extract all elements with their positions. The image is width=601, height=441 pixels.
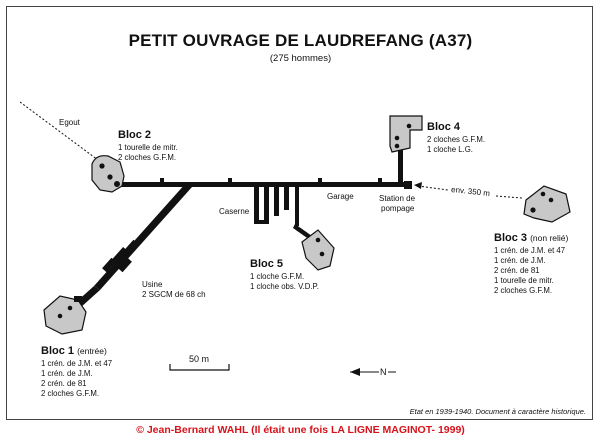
bloc1-cloche [58, 314, 63, 319]
caserne-branch [264, 186, 269, 224]
bloc4-items [427, 135, 485, 155]
north-arrowhead [350, 368, 360, 376]
bloc3-item: 2 cloches G.F.M. [494, 286, 553, 295]
bloc1-item: 2 cloches G.F.M. [41, 389, 100, 398]
distance-label: env. 350 m [450, 184, 491, 199]
bloc1-item: 2 crén. de 81 [41, 379, 87, 388]
usine-label-1: Usine [142, 280, 163, 289]
bloc2-title: Bloc 2 [118, 129, 152, 141]
usine-label-2: 2 SGCM de 68 ch [142, 290, 206, 299]
bloc2-item: 2 cloches G.F.M. [118, 153, 177, 162]
bloc3-item: 1 crén. de J.M. [494, 256, 546, 265]
bloc4-cloche [407, 124, 412, 129]
gallery-stub [160, 178, 164, 183]
bloc5-item: 1 cloche obs. V.D.P. [250, 282, 319, 291]
bloc2-cloche [107, 174, 112, 179]
bloc3-note: (non relié) [530, 233, 569, 243]
garage-label: Garage [327, 192, 354, 201]
bloc5-title: Bloc 5 [250, 258, 284, 270]
page-subtitle: (275 hommes) [269, 53, 332, 64]
bloc5-items [250, 272, 319, 292]
bloc1-item: 1 crén. de J.M. et 47 [41, 359, 113, 368]
page-title: PETIT OUVRAGE DE LAUDREFANG (A37) [128, 31, 473, 50]
caserne-label: Caserne [219, 207, 250, 216]
bloc5-item: 1 cloche G.F.M. [250, 272, 305, 281]
bloc5-cloche [320, 252, 325, 257]
bloc2-cloche [99, 163, 104, 168]
caserne-branch [284, 186, 289, 210]
bloc4-title: Bloc 4 [427, 121, 461, 133]
bloc1-entry [74, 296, 82, 302]
egout-label: Egout [59, 118, 80, 127]
bloc5-gallery [295, 186, 299, 226]
scale-label: 50 m [189, 354, 210, 364]
station-label-2: pompage [381, 204, 415, 213]
bloc3-name: Bloc 3 [494, 232, 528, 244]
bloc2-items [118, 143, 178, 163]
bloc3-cloche [541, 192, 546, 197]
bloc1-title [41, 345, 107, 357]
egout-line [20, 102, 98, 160]
bloc1-cloche [68, 306, 73, 311]
copyright-line: © Jean-Bernard WAHL (Il était une fois LA LIGNE MAGINOT- 1999) [136, 424, 465, 436]
caserne-branch [254, 186, 259, 224]
bloc1-item: 1 crén. de J.M. [41, 369, 93, 378]
distance-line [496, 196, 522, 198]
bloc3-turret [530, 207, 535, 212]
bloc3-item: 1 crén. de J.M. et 47 [494, 246, 566, 255]
bloc1-gallery [94, 183, 192, 290]
distance-arrowhead [414, 182, 422, 189]
bloc3-item: 1 tourelle de mitr. [494, 276, 554, 285]
bloc3-shape [524, 186, 570, 222]
bloc3-items [494, 246, 565, 296]
bloc3-title [494, 232, 568, 244]
bloc2-turret [114, 181, 120, 187]
bloc4-item: 2 cloches G.F.M. [427, 135, 486, 144]
main-gallery [115, 182, 412, 187]
historical-note: Etat en 1939-1940. Document à caractère historique. [409, 407, 586, 416]
bloc4-item: 1 cloche L.G. [427, 145, 473, 154]
caserne-branch [274, 186, 279, 216]
gallery-stub [318, 178, 322, 183]
bloc2-item: 1 tourelle de mitr. [118, 143, 178, 152]
north-label: N [380, 367, 387, 377]
caserne-base [254, 220, 269, 224]
distance-line [418, 186, 448, 190]
station-label-1: Station de [379, 194, 416, 203]
bloc1-note: (entrée) [77, 346, 107, 356]
gallery-stub [378, 178, 382, 183]
bloc4-cloche [395, 136, 400, 141]
scale-bar [170, 364, 229, 370]
bloc5-cloche [316, 238, 321, 243]
bloc4-cloche [395, 144, 400, 149]
gallery-right [404, 181, 412, 189]
bloc4-gallery [398, 146, 403, 184]
gallery-stub [228, 178, 232, 183]
bloc3-cloche [549, 198, 554, 203]
bloc3-item: 2 crén. de 81 [494, 266, 540, 275]
bloc1-name: Bloc 1 [41, 345, 75, 357]
bloc1-items [41, 359, 112, 399]
